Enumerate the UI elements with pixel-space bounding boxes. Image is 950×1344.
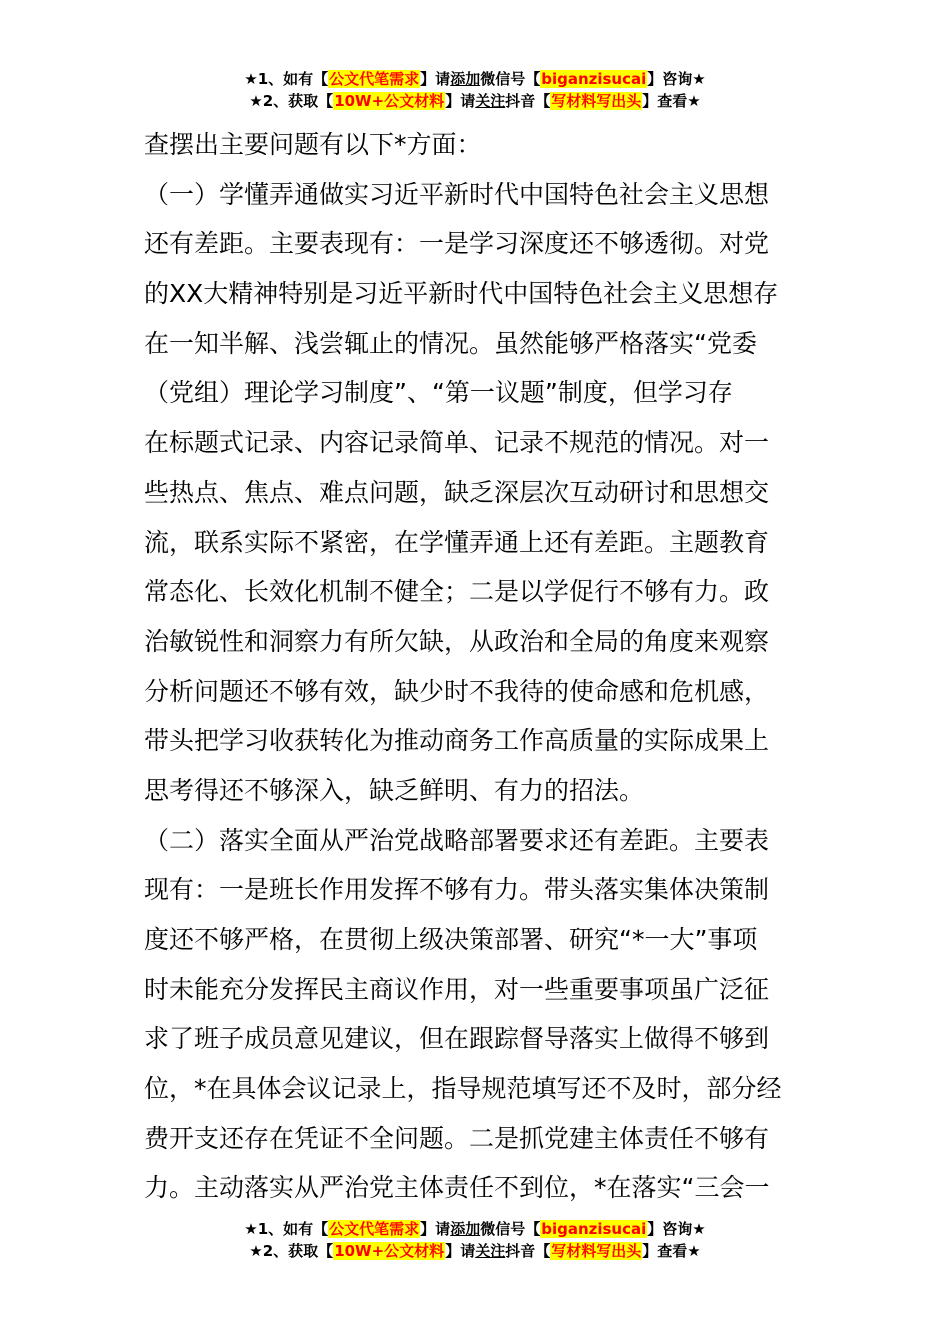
body-line: 治敏锐性和洞察力有所欠缺，从政治和全局的角度来观察 (144, 626, 770, 656)
body-line: （二）落实全面从严治党战略部署要求还有差距。主要表 (144, 825, 770, 855)
banner-text: 抖音【 (505, 1242, 551, 1260)
body-line: 求了班子成员意见建议，但在跟踪督导落实上做得不够到 (144, 1024, 770, 1054)
body-line: （一）学懂弄通做实习近平新时代中国特色社会主义思想 (144, 179, 770, 209)
banner-text: 】请 (445, 92, 476, 110)
body-line: 还有差距。主要表现有：一是学习深度还不够透彻。对党 (144, 229, 770, 259)
body-line: 在标题式记录、内容记录简单、记录不规范的情况。对一 (144, 428, 770, 458)
banner-text: 】查看★ (642, 1242, 701, 1260)
banner-underlined-text: 添加 (450, 70, 481, 88)
body-line: 位，*在具体会议记录上，指导规范填写还不及时，部分经 (144, 1074, 782, 1104)
banner-highlight: 10W+公文材料 (334, 92, 445, 110)
banner-text: 微信号【 (480, 70, 541, 88)
body-line: 带头把学习收获转化为推动商务工作高质量的实际成果上 (144, 726, 770, 756)
body-line: 分析问题还不够有效，缺少时不我待的使命感和危机感， (144, 676, 770, 706)
header-ad-banner (0, 68, 950, 112)
banner-text: 】请 (445, 1242, 476, 1260)
banner-text: 微信号【 (480, 1220, 541, 1238)
banner-wechat-id: biganzisucai (541, 1220, 647, 1238)
body-line: （党组）理论学习制度”、“第一议题”制度，但学习存 (144, 378, 733, 408)
body-line: 些热点、焦点、难点问题，缺乏深层次互动研讨和思想交 (144, 477, 770, 507)
body-line: 常态化、长效化机制不健全；二是以学促行不够有力。政 (144, 577, 770, 607)
body-line: 现有：一是班长作用发挥不够有力。带头落实集体决策制 (144, 875, 770, 905)
body-line: 度还不够严格，在贯彻上级决策部署、研究“*一大”事项 (144, 925, 758, 954)
banner-text: 】查看★ (642, 92, 701, 110)
banner-highlight: 公文代笔需求 (329, 1220, 420, 1238)
document-body (144, 126, 808, 1219)
banner-wechat-id: biganzisucai (541, 70, 647, 88)
body-line: 在一知半解、浅尝辄止的情况。虽然能够严格落实“党委 (144, 328, 757, 358)
banner-text: 】请 (420, 1220, 451, 1238)
banner-line-1 (0, 1218, 950, 1240)
body-line: 流，联系实际不紧密，在学懂弄通上还有差距。主题教育 (144, 527, 770, 557)
banner-text: ★1、如有【 (244, 70, 329, 88)
body-line: 思考得还不够深入，缺乏鲜明、有力的招法。 (144, 775, 645, 805)
banner-text: 】咨询★ (647, 70, 706, 88)
body-line: 时未能充分发挥民主商议作用，对一些重要事项虽广泛征 (144, 974, 770, 1004)
banner-underlined-text: 关注 (475, 92, 506, 110)
banner-line-1 (0, 68, 950, 90)
banner-line-2 (0, 1240, 950, 1262)
banner-underlined-text: 添加 (450, 1220, 481, 1238)
banner-underlined-text: 关注 (475, 1242, 506, 1260)
banner-line-2 (0, 90, 950, 112)
banner-highlight: 公文代笔需求 (329, 70, 420, 88)
banner-text: ★2、获取【 (249, 1242, 334, 1260)
body-line: 力。主动落实从严治党主体责任不到位，*在落实“三会一 (144, 1173, 770, 1203)
body-line: 费开支还存在凭证不全问题。二是抓党建主体责任不够有 (144, 1123, 770, 1153)
banner-douyin-id: 写材料写出头 (551, 92, 642, 110)
banner-text: ★1、如有【 (244, 1220, 329, 1238)
body-line: 查摆出主要问题有以下*方面： (144, 130, 482, 159)
banner-text: 抖音【 (505, 92, 551, 110)
banner-text: 】咨询★ (647, 1220, 706, 1238)
banner-text: ★2、获取【 (249, 92, 334, 110)
banner-highlight: 10W+公文材料 (334, 1242, 445, 1260)
banner-text: 】请 (420, 70, 451, 88)
banner-douyin-id: 写材料写出头 (551, 1242, 642, 1260)
body-line: 的XX大精神特别是习近平新时代中国特色社会主义思想存 (144, 279, 779, 309)
footer-ad-banner (0, 1218, 950, 1262)
